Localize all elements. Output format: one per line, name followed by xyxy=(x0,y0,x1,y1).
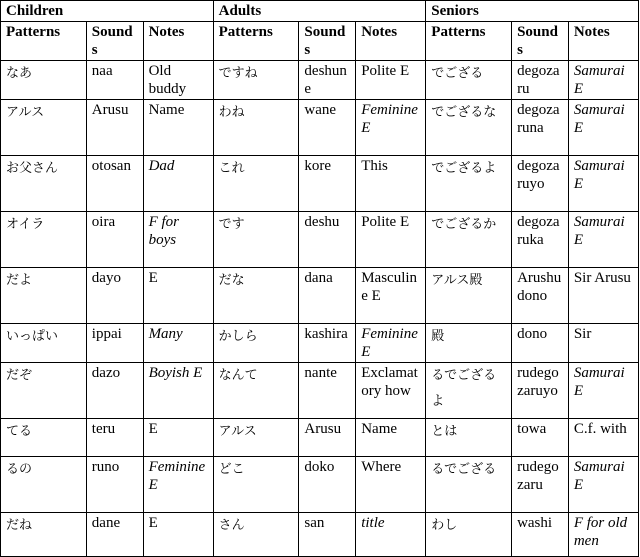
seniors-pattern-cell: 殿 xyxy=(426,324,512,363)
seniors-note-cell: Samurai E xyxy=(568,100,638,156)
table-head xyxy=(1,1,639,61)
column-header-patterns: Patterns xyxy=(1,22,87,61)
adults-pattern-cell: です xyxy=(213,212,299,268)
children-note-cell: E xyxy=(143,268,213,324)
seniors-note-cell: Samurai E xyxy=(568,61,638,100)
adults-sound-cell: nante xyxy=(299,363,356,419)
children-pattern-cell: るの xyxy=(1,457,87,513)
table-row xyxy=(1,363,639,419)
seniors-note-cell: Samurai E xyxy=(568,457,638,513)
adults-note-cell: Masculine E xyxy=(356,268,426,324)
adults-sound-cell: dana xyxy=(299,268,356,324)
group-header-seniors: Seniors xyxy=(426,1,639,22)
adults-note-cell: Name xyxy=(356,419,426,457)
column-header-patterns: Patterns xyxy=(213,22,299,61)
seniors-pattern-cell: でござるか xyxy=(426,212,512,268)
seniors-pattern-cell: でござるよ xyxy=(426,156,512,212)
table-row xyxy=(1,419,639,457)
adults-sound-cell: doko xyxy=(299,457,356,513)
children-note-cell: Old buddy xyxy=(143,61,213,100)
children-sound-cell: runo xyxy=(86,457,143,513)
seniors-sound-cell: degozaruka xyxy=(512,212,569,268)
children-note-cell: F for boys xyxy=(143,212,213,268)
adults-pattern-cell: わね xyxy=(213,100,299,156)
seniors-pattern-cell: でござるな xyxy=(426,100,512,156)
children-sound-cell: oira xyxy=(86,212,143,268)
adults-sound-cell: deshu xyxy=(299,212,356,268)
children-note-cell: Name xyxy=(143,100,213,156)
children-pattern-cell: なあ xyxy=(1,61,87,100)
table-row xyxy=(1,156,639,212)
seniors-sound-cell: degozaru xyxy=(512,61,569,100)
seniors-note-cell: F for old men xyxy=(568,513,638,557)
column-header-notes: Notes xyxy=(356,22,426,61)
adults-note-cell: Exclamatory how xyxy=(356,363,426,419)
adults-pattern-cell: だな xyxy=(213,268,299,324)
table-row xyxy=(1,268,639,324)
column-header-row xyxy=(1,22,639,61)
adults-pattern-cell: かしら xyxy=(213,324,299,363)
adults-sound-cell: san xyxy=(299,513,356,557)
column-header-sounds: Sounds xyxy=(299,22,356,61)
adults-note-cell: Polite E xyxy=(356,212,426,268)
children-note-cell: Boyish E xyxy=(143,363,213,419)
children-pattern-cell: アルス xyxy=(1,100,87,156)
adults-pattern-cell: ですね xyxy=(213,61,299,100)
seniors-pattern-cell: るでござる xyxy=(426,457,512,513)
adults-sound-cell: kashira xyxy=(299,324,356,363)
adults-pattern-cell: なんて xyxy=(213,363,299,419)
children-pattern-cell: いっぱい xyxy=(1,324,87,363)
seniors-sound-cell: rudegozaru xyxy=(512,457,569,513)
children-sound-cell: naa xyxy=(86,61,143,100)
seniors-sound-cell: washi xyxy=(512,513,569,557)
seniors-sound-cell: towa xyxy=(512,419,569,457)
children-note-cell: Many xyxy=(143,324,213,363)
group-header-row xyxy=(1,1,639,22)
table-row xyxy=(1,324,639,363)
column-header-patterns: Patterns xyxy=(426,22,512,61)
seniors-pattern-cell: るでござるよ xyxy=(426,363,512,419)
adults-pattern-cell: これ xyxy=(213,156,299,212)
group-header-adults: Adults xyxy=(213,1,426,22)
children-sound-cell: dane xyxy=(86,513,143,557)
children-pattern-cell: だね xyxy=(1,513,87,557)
group-header-children: Children xyxy=(1,1,214,22)
adults-sound-cell: wane xyxy=(299,100,356,156)
table-row xyxy=(1,457,639,513)
adults-note-cell: Polite E xyxy=(356,61,426,100)
table-row xyxy=(1,212,639,268)
adults-note-cell: title xyxy=(356,513,426,557)
adults-note-cell: This xyxy=(356,156,426,212)
seniors-pattern-cell: わし xyxy=(426,513,512,557)
children-sound-cell: Arusu xyxy=(86,100,143,156)
seniors-sound-cell: degozaruyo xyxy=(512,156,569,212)
children-sound-cell: teru xyxy=(86,419,143,457)
table-row xyxy=(1,61,639,100)
adults-note-cell: Feminine E xyxy=(356,324,426,363)
children-note-cell: Dad xyxy=(143,156,213,212)
adults-sound-cell: deshune xyxy=(299,61,356,100)
adults-note-cell: Where xyxy=(356,457,426,513)
children-pattern-cell: オイラ xyxy=(1,212,87,268)
adults-pattern-cell: どこ xyxy=(213,457,299,513)
table-row xyxy=(1,513,639,557)
seniors-pattern-cell: でござる xyxy=(426,61,512,100)
children-sound-cell: dayo xyxy=(86,268,143,324)
adults-pattern-cell: さん xyxy=(213,513,299,557)
children-pattern-cell: てる xyxy=(1,419,87,457)
column-header-sounds: Sounds xyxy=(86,22,143,61)
seniors-sound-cell: rudegozaruyo xyxy=(512,363,569,419)
children-sound-cell: otosan xyxy=(86,156,143,212)
table-body xyxy=(1,61,639,557)
children-sound-cell: dazo xyxy=(86,363,143,419)
adults-sound-cell: Arusu xyxy=(299,419,356,457)
children-pattern-cell: だぞ xyxy=(1,363,87,419)
children-note-cell: E xyxy=(143,513,213,557)
children-sound-cell: ippai xyxy=(86,324,143,363)
children-pattern-cell: だよ xyxy=(1,268,87,324)
children-pattern-cell: お父さん xyxy=(1,156,87,212)
seniors-pattern-cell: とは xyxy=(426,419,512,457)
seniors-sound-cell: Arushudono xyxy=(512,268,569,324)
adults-note-cell: Feminine E xyxy=(356,100,426,156)
seniors-note-cell: Samurai E xyxy=(568,212,638,268)
seniors-sound-cell: degozaruna xyxy=(512,100,569,156)
seniors-note-cell: Sir xyxy=(568,324,638,363)
seniors-note-cell: Samurai E xyxy=(568,156,638,212)
seniors-note-cell: Samurai E xyxy=(568,363,638,419)
column-header-notes: Notes xyxy=(143,22,213,61)
column-header-sounds: Sounds xyxy=(512,22,569,61)
seniors-sound-cell: dono xyxy=(512,324,569,363)
adults-sound-cell: kore xyxy=(299,156,356,212)
adults-pattern-cell: アルス xyxy=(213,419,299,457)
seniors-note-cell: C.f. with xyxy=(568,419,638,457)
children-note-cell: E xyxy=(143,419,213,457)
table-row xyxy=(1,100,639,156)
column-header-notes: Notes xyxy=(568,22,638,61)
seniors-pattern-cell: アルス殿 xyxy=(426,268,512,324)
children-note-cell: Feminine E xyxy=(143,457,213,513)
seniors-note-cell: Sir Arusu xyxy=(568,268,638,324)
